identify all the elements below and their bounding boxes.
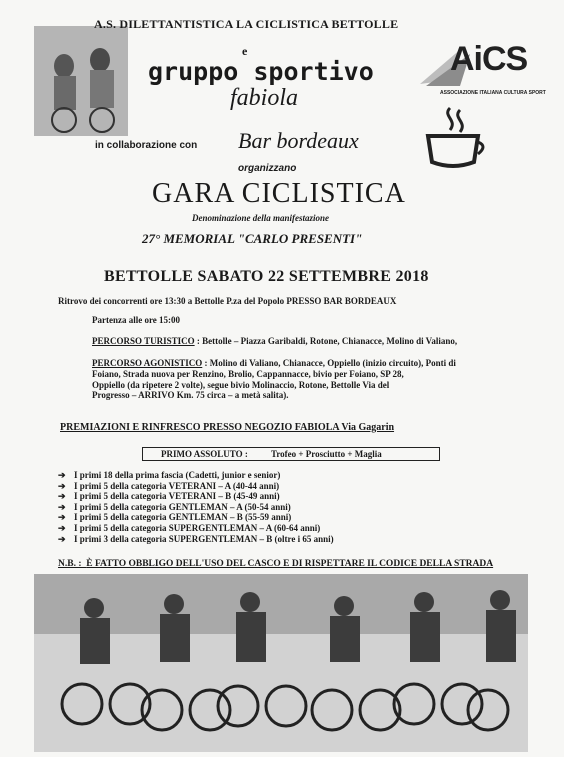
aics-logo-caption: ASSOCIAZIONE ITALIANA CULTURA SPORT (440, 90, 546, 96)
group-line1: gruppo sportivo (148, 57, 374, 86)
tourist-route-text: : Bettolle – Piazza Garibaldi, Rotone, Chianacce, Molino di Valiano, (196, 336, 458, 346)
collab-prefix: in collaborazione con (95, 140, 198, 151)
tourist-route-label: PERCORSO TURISTICO (92, 336, 195, 346)
arrow-right-icon: ➔ (58, 522, 66, 533)
aics-logo (416, 40, 546, 100)
list-item: ➔ I primi 5 della categoria SUPERGENTLEMAN – A (60-64 anni) (58, 522, 321, 533)
list-item: ➔ I primi 3 della categoria SUPERGENTLEMAN – B (oltre i 65 anni) (58, 533, 334, 544)
list-item: ➔ I primi 5 della categoria VETERANI – A (40-44 anni) (58, 480, 280, 491)
aics-logo-text: AiCS (450, 40, 528, 78)
arrow-right-icon: ➔ (58, 491, 66, 502)
arrow-right-icon: ➔ (58, 533, 66, 544)
race-route (92, 358, 456, 401)
event-date: BETTOLLE SABATO 22 SETTEMBRE 2018 (104, 268, 429, 285)
list-item: ➔ I primi 5 della categoria VETERANI – B (45-49 anni) (58, 491, 280, 502)
memorial-title: 27° MEMORIAL "CARLO PRESENTI" (142, 231, 363, 246)
list-item: ➔ I primi 5 della categoria GENTLEMAN – A (50-54 anni) (58, 501, 291, 512)
prize-list (58, 470, 334, 544)
organize-word: organizzano (238, 163, 297, 174)
first-prize-label: PRIMO ASSOLUTO : (161, 449, 248, 459)
race-route-line2: Foiano, Strada nuova per Renzino, Brolio, Cappannacce, bivio per Foiano, SP 28, (92, 368, 404, 379)
race-route-line1: : Molino di Valiano, Chianacce, Oppiello (inizio circuito), Ponti di (204, 358, 456, 368)
bar-name: Bar bordeaux (238, 128, 359, 153)
list-item: ➔ I primi 5 della categoria GENTLEMAN – B (55-59 anni) (58, 512, 292, 523)
tourist-route (92, 336, 457, 347)
prizes-heading: PREMIAZIONI E RINFRESCO PRESSO NEGOZIO FABIOLA Via Gagarin (60, 422, 395, 433)
arrow-right-icon: ➔ (58, 512, 66, 523)
first-prize-value: Trofeo + Prosciutto + Maglia (271, 449, 382, 459)
start-time: Partenza alle ore 15:00 (92, 315, 181, 325)
cyclists-photo-top (34, 26, 128, 136)
safety-note (58, 559, 493, 569)
first-prize-box (142, 447, 440, 461)
cyclists-photo-top-drawing (34, 26, 128, 136)
arrow-right-icon: ➔ (58, 470, 66, 480)
coffee-cup-icon (420, 104, 490, 174)
association-name: A.S. DILETTANTISTICA LA CICLISTICA BETTOLLE (94, 17, 399, 31)
event-type: GARA CICLISTICA (152, 178, 406, 209)
safety-note-text: È FATTO OBBLIGO DELL'USO DEL CASCO E DI RISPETTARE IL CODICE DELLA STRADA (86, 559, 494, 569)
race-route-line4: Progresso – ARRIVO Km. 75 circa – a metà salita). (92, 390, 289, 401)
race-route-label: PERCORSO AGONISTICO (92, 358, 203, 368)
meeting-info: Ritrovo dei concorrenti ore 13:30 a Bettolle P.za del Popolo PRESSO BAR BORDEAUX (58, 296, 397, 306)
event-subtitle: Denominazione della manifestazione (192, 213, 330, 223)
list-item: ➔ I primi 18 della prima fascia (Cadetti, junior e senior) (58, 470, 281, 480)
arrow-right-icon: ➔ (58, 501, 66, 512)
group-line2: fabiola (230, 85, 299, 111)
safety-note-prefix: N.B. : (58, 559, 82, 569)
arrow-right-icon: ➔ (58, 480, 66, 491)
and-word: e (242, 44, 248, 58)
cyclists-photo-bottom (34, 574, 528, 752)
cyclists-photo-bottom-drawing (34, 574, 528, 752)
race-route-line3: Oppiello (da ripetere 2 volte), segue bivio Molinaccio, Rotone, Bettolle Via del (92, 379, 390, 390)
